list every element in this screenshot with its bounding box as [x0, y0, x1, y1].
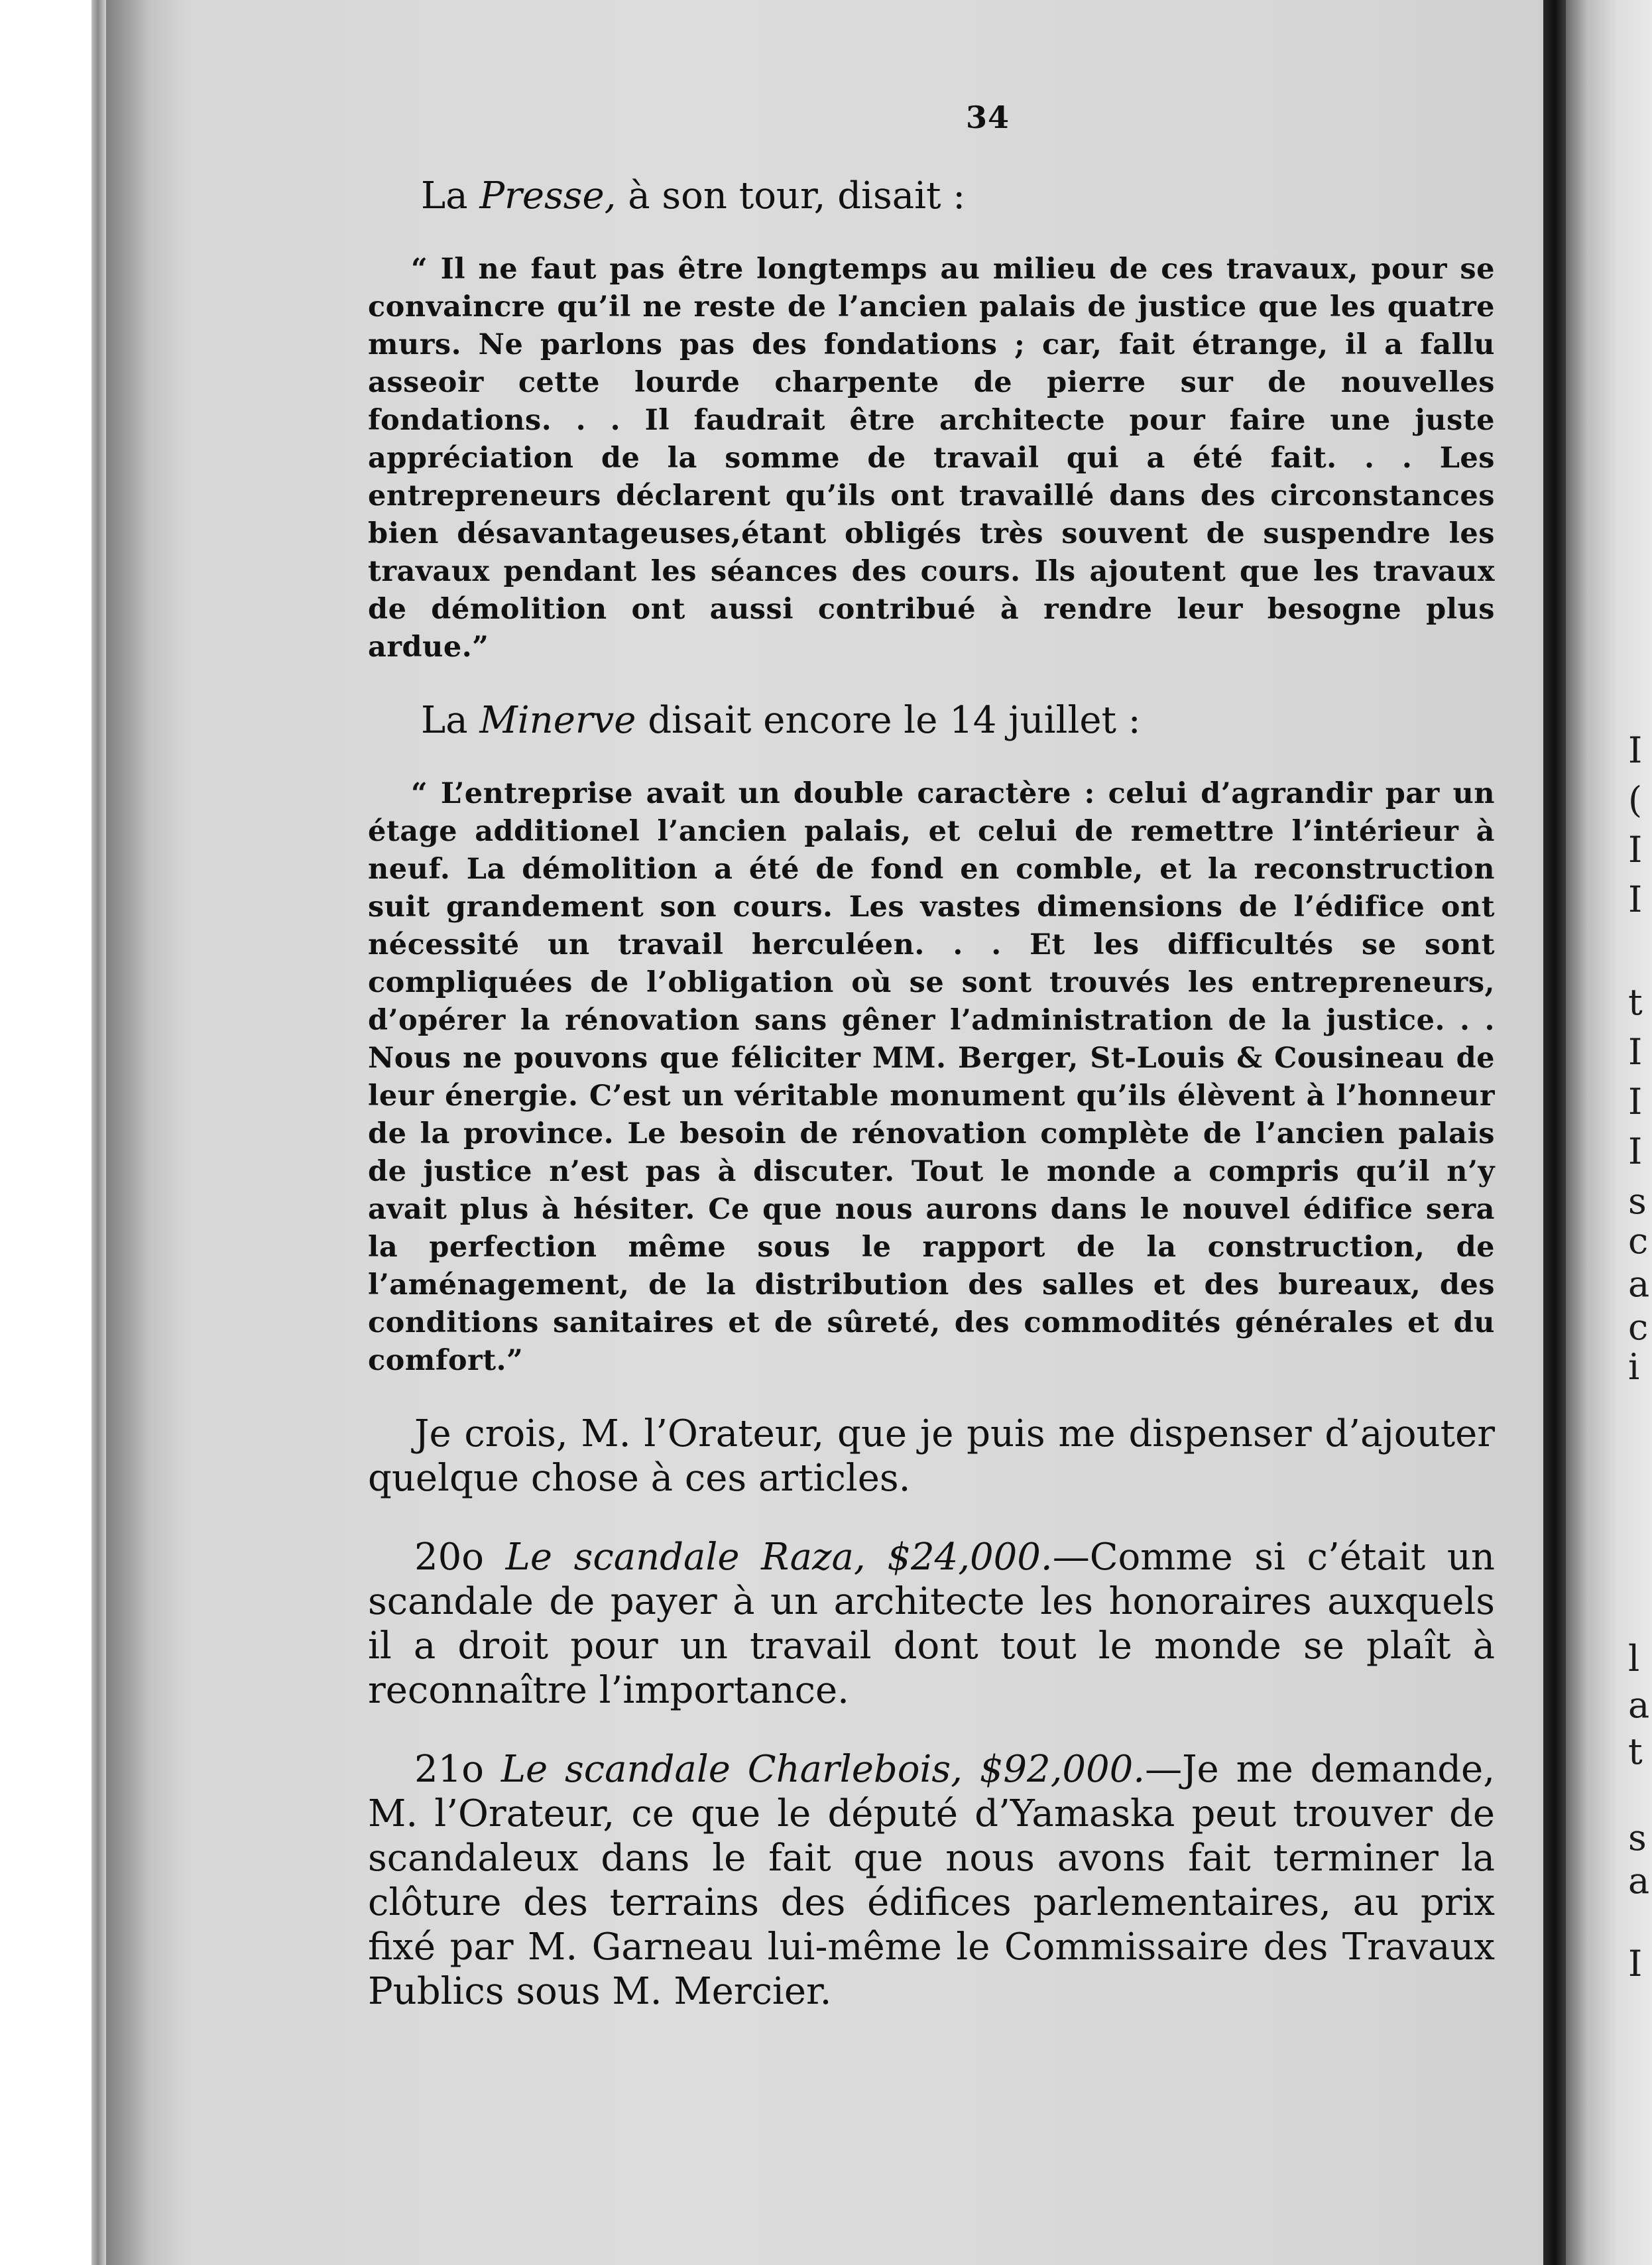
minerve-intro-prefix: La [421, 699, 480, 742]
adjacent-letter: ( [1628, 779, 1643, 821]
adjacent-letter: I [1628, 729, 1643, 771]
adjacent-letter: I [1628, 1081, 1643, 1123]
adjacent-letter: I [1628, 879, 1643, 920]
presse-intro [368, 174, 1495, 219]
presse-quote: “ Il ne faut pas être longtemps au milieu de ces travaux, pour se convaincre qu’il ne reste de l’ancien palais de justice que les quatre murs. Ne parlons pas des fondations ; car, fait étrange, il a fallu asseoir cette lourde charpente de pierre sur de nouvelles fondations. . . Il faudrait être architecte pour faire une juste appréciation de la somme de travail qui a été fait. . . Les entrepreneurs déclarent qu’ils ont travaillé dans des circonstances bien désavantageuses,étant obligés très souvent de suspendre les travaux pendant les séances des cours. Ils ajoutent que les travaux de démolition ont aussi contribué à rendre leur besogne plus ardue.” [368, 253, 1495, 664]
adjacent-letter: I [1628, 1131, 1643, 1172]
adjacent-letter: t [1628, 1731, 1643, 1772]
adjacent-letter: i [1628, 1346, 1640, 1388]
minerve-intro-suffix: disait encore le 14 juillet : [636, 699, 1141, 742]
presse-title: Presse, [479, 174, 617, 217]
left-page-edge [91, 0, 106, 2265]
page-number: 34 [965, 99, 1010, 135]
adjacent-letter: c [1628, 1306, 1649, 1348]
raza-paragraph [368, 1535, 1495, 1713]
book-gutter [1543, 0, 1566, 2265]
page-content [368, 99, 1495, 2048]
page-shadow [106, 0, 186, 2265]
adjacent-letter: c [1628, 1220, 1649, 1262]
presse-intro-suffix: à son tour, disait : [616, 174, 966, 217]
adjacent-letter: I [1628, 1943, 1643, 1985]
charlebois-paragraph [368, 1747, 1495, 2014]
minerve-title: Minerve [479, 699, 636, 742]
adjacent-letter: l [1628, 1638, 1640, 1680]
presse-intro-prefix: La [421, 174, 480, 217]
orateur-paragraph: Je crois, M. l’Orateur, que je puis me dispenser d’ajouter quelque chose à ces articles. [368, 1412, 1495, 1500]
raza-text: —Comme si c’était un scandale de payer à un architecte les honoraires auxquels il a droit pour un travail dont tout le monde se plaît à reconnaître l’importance. [368, 1536, 1495, 1712]
raza-heading: Le scandale Raza, $24,000. [505, 1536, 1053, 1579]
minerve-intro [368, 698, 1495, 743]
adjacent-letter: s [1628, 1817, 1647, 1859]
adjacent-page-text [1624, 0, 1652, 2265]
adjacent-letter: a [1628, 1860, 1650, 1902]
adjacent-letter: s [1628, 1180, 1647, 1222]
charlebois-text: —Je me demande, M. l’Orateur, ce que le député d’Yamaska peut trouver de scandaleux dans le fait que nous avons fait terminer la clôture des terrains des édifices parlementaires, au prix fixé par M. Garneau lui-même le Commissaire des Travaux Publics sous M. Mercier. [368, 1748, 1495, 2013]
left-margin [0, 0, 99, 2265]
charlebois-number: 21o [414, 1748, 501, 1791]
adjacent-letter: I [1628, 829, 1643, 871]
raza-number: 20o [414, 1536, 506, 1579]
adjacent-letter: t [1628, 981, 1643, 1023]
adjacent-letter: I [1628, 1031, 1643, 1073]
adjacent-letter: a [1628, 1684, 1650, 1726]
charlebois-heading: Le scandale Charlebois, $92,000. [501, 1748, 1146, 1791]
minerve-quote: “ L’entreprise avait un double caractère : celui d’agrandir par un étage additionel l’ancien palais, et celui de remettre l’intérieur à neuf. La démolition a été de fond en comble, et la reconstruction suit grandement son cours. Les vastes dimensions de l’édifice ont nécessité un travail herculéen. . . Et les difficultés se sont compliquées de l’obligation où se sont trouvés les entrepreneurs, d’opérer la rénovation sans gêner l’administration de la justice. . . Nous ne pouvons que féliciter MM. Berger, St-Louis & Cousineau de leur énergie. C’est un véritable monument qu’ils élèvent à l’honneur de la province. Le besoin de rénovation complète de l’ancien palais de justice n’est pas à discuter. Tout le monde a compris qu’il n’y avait plus à hésiter. Ce que nous aurons dans le nouvel édifice sera la perfection même sous le rapport de la construction, de l’aménagement, de la distribution des salles et des bureaux, des conditions sanitaires et de sûreté, des commodités générales et du comfort.” [368, 777, 1495, 1377]
adjacent-letter: a [1628, 1263, 1650, 1305]
